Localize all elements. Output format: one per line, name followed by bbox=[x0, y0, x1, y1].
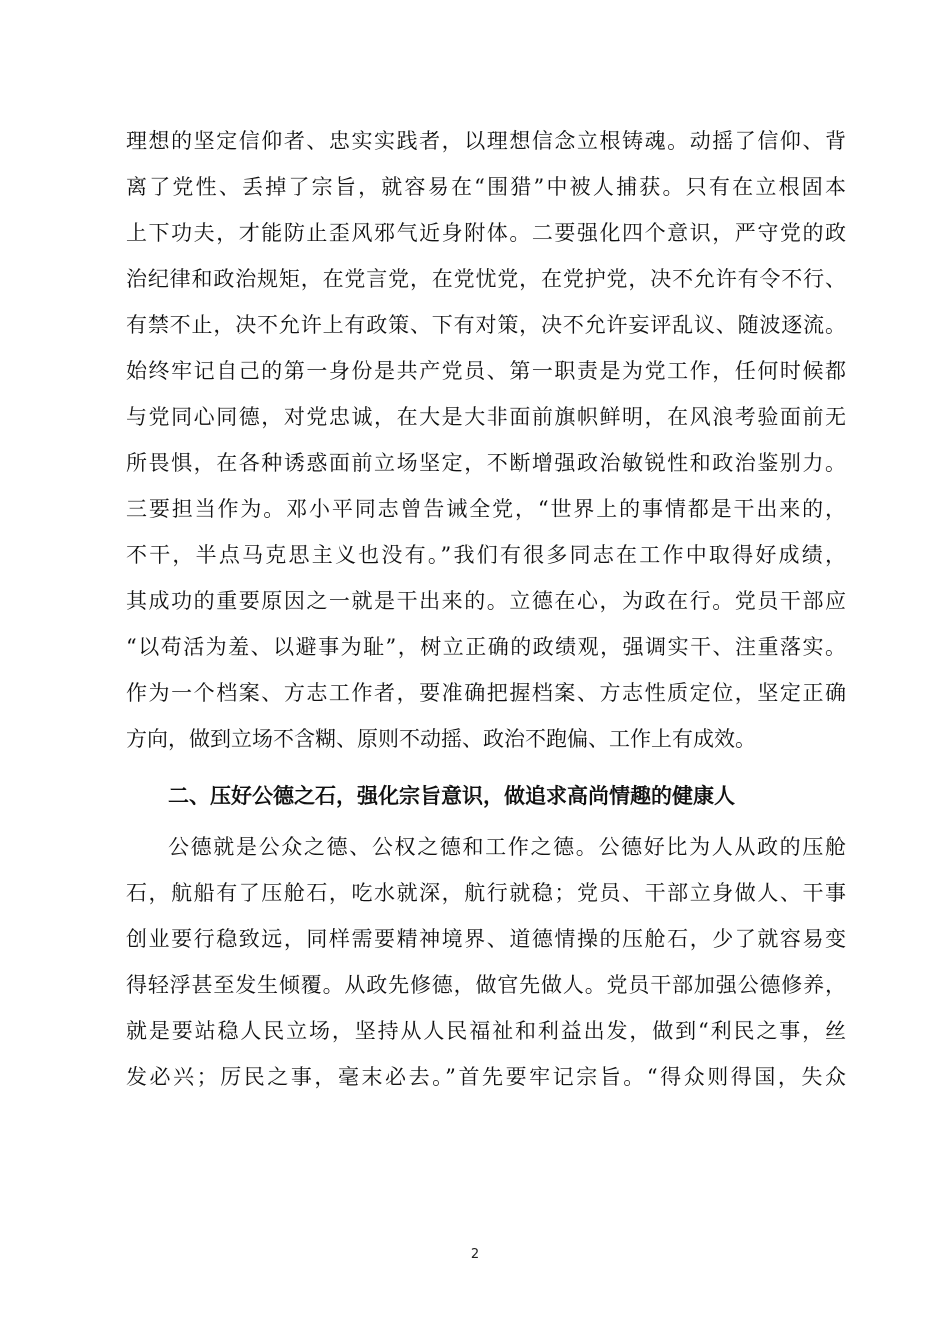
text-line: 三要担当作为。邓小平同志曾告诫全党，“世界上的事情都是干出来的， bbox=[126, 497, 846, 521]
page-number: 2 bbox=[470, 1247, 480, 1262]
paragraph-1 bbox=[126, 118, 846, 762]
text-line: 发必兴；厉民之事，毫末必去。”首先要牢记宗旨。“得众则得国，失众 bbox=[126, 1065, 846, 1089]
text-line: 公德就是公众之德、公权之德和工作之德。公德好比为人从政的压舱 bbox=[168, 835, 846, 859]
text-line: 治纪律和政治规矩，在党言党，在党忧党，在党护党，决不允许有令不行、 bbox=[126, 267, 846, 291]
text-line: 就是要站稳人民立场，坚持从人民福祉和利益出发，做到“利民之事，丝 bbox=[126, 1019, 846, 1043]
text-line: 上下功夫，才能防止歪风邪气近身附体。二要强化四个意识，严守党的政 bbox=[126, 221, 846, 245]
text-line: “以苟活为羞、以避事为耻”，树立正确的政绩观，强调实干、注重落实。 bbox=[126, 635, 846, 659]
text-line: 不干，半点马克思主义也没有。”我们有很多同志在工作中取得好成绩， bbox=[126, 543, 846, 567]
body-text bbox=[126, 118, 846, 1100]
text-line: 方向，做到立场不含糊、原则不动摇、政治不跑偏、工作上有成效。 bbox=[126, 727, 756, 751]
paragraph-2 bbox=[126, 824, 846, 1100]
text-line: 所畏惧，在各种诱惑面前立场坚定，不断增强政治敏锐性和政治鉴别力。 bbox=[126, 451, 846, 475]
text-line: 得轻浮甚至发生倾覆。从政先修德，做官先做人。党员干部加强公德修养， bbox=[126, 973, 846, 997]
text-line: 创业要行稳致远，同样需要精神境界、道德情操的压舱石，少了就容易变 bbox=[126, 927, 846, 951]
section-heading: 二、压好公德之石，强化宗旨意识，做追求高尚情趣的健康人 bbox=[168, 783, 735, 808]
text-line: 有禁不止，决不允许上有政策、下有对策，决不允许妄评乱议、随波逐流。 bbox=[126, 313, 846, 337]
text-line: 石，航船有了压舱石，吃水就深，航行就稳；党员、干部立身做人、干事 bbox=[126, 881, 846, 905]
text-line: 与党同心同德，对党忠诚，在大是大非面前旗帜鲜明，在风浪考验面前无 bbox=[126, 405, 846, 429]
text-line: 理想的坚定信仰者、忠实实践者，以理想信念立根铸魂。动摇了信仰、背 bbox=[126, 129, 846, 153]
text-line: 离了党性、丢掉了宗旨，就容易在“围猎”中被人捕获。只有在立根固本 bbox=[126, 175, 846, 199]
text-line: 作为一个档案、方志工作者，要准确把握档案、方志性质定位，坚定正确 bbox=[126, 681, 846, 705]
text-line: 始终牢记自己的第一身份是共产党员、第一职责是为党工作，任何时候都 bbox=[126, 359, 846, 383]
text-line: 其成功的重要原因之一就是干出来的。立德在心，为政在行。党员干部应 bbox=[126, 589, 846, 613]
